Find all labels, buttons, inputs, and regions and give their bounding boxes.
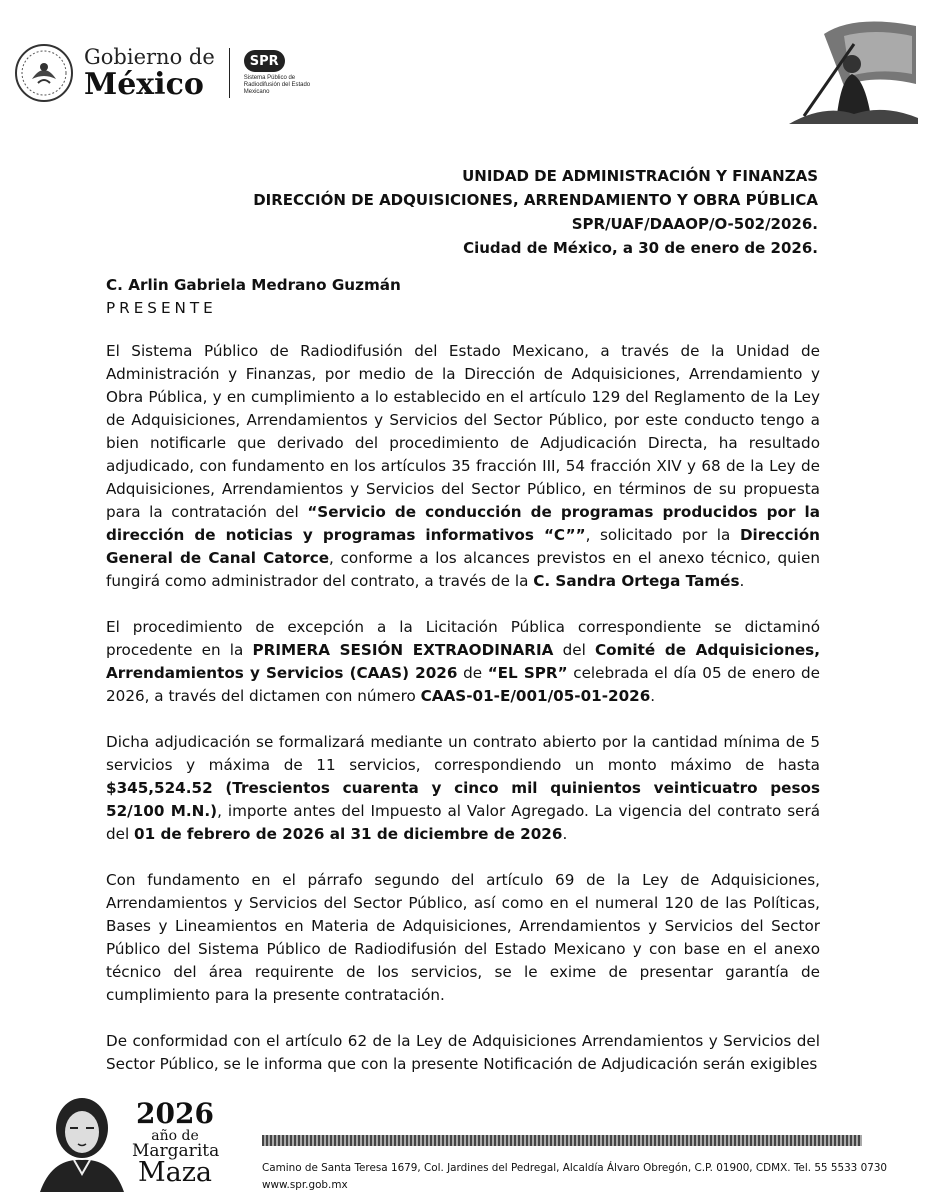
paragraph-text: . <box>739 572 745 590</box>
paragraph-amount <box>106 731 820 846</box>
paragraph-text: de <box>457 664 488 682</box>
gobierno-de-text: Gobierno de <box>84 44 215 69</box>
header-logos <box>14 38 316 108</box>
recipient-name: C. Arlin Gabriela Medrano Guzmán <box>106 276 401 294</box>
paragraph-text: , solicitado por la <box>585 526 740 544</box>
national-seal-icon <box>14 43 74 103</box>
paragraph-obligations: De conformidad con el artículo 62 de la Ley de Adquisiciones Arrendamientos y Servicios del Sector Público, se le informa que con la presente Notificación de Adjudicación serán exigibles <box>106 1032 820 1073</box>
paragraph-committee <box>106 616 820 708</box>
year-margarita: Margarita <box>132 1141 220 1161</box>
recipient-block <box>106 274 401 320</box>
logo-divider <box>229 48 230 98</box>
entity-name: “EL SPR” <box>487 664 568 682</box>
committee-name: Comité de Adquisiciones, Arrendamientos y Servicios (CAAS) 2026 <box>106 641 820 682</box>
unit-name: UNIDAD DE ADMINISTRACIÓN Y FINANZAS <box>462 167 818 185</box>
reference-block <box>253 164 818 260</box>
year-number: 2026 <box>136 1097 214 1130</box>
letter-body <box>106 340 820 1099</box>
spr-logo-mark <box>244 50 316 72</box>
heroine-flag-illustration-icon <box>784 14 920 124</box>
presente-label: PRESENTE <box>106 299 217 317</box>
footer-address: Camino de Santa Teresa 1679, Col. Jardines del Pedregal, Alcaldía Álvaro Obregón, C.P. 01900, CDMX. Tel. 55 5533 0730 <box>262 1162 888 1174</box>
service-name: “Servicio de conducción de programas producidos por la dirección de noticias y programas informativos “C”” <box>106 503 820 544</box>
session-name: PRIMERA SESIÓN EXTRAODINARIA <box>252 641 554 659</box>
requesting-area: Dirección General de Canal Catorce <box>106 526 820 567</box>
contract-amount: $345,524.52 (Trescientos cuarenta y cinco mil quinientos veinticuatro pesos 52/100 M.N.) <box>106 779 820 820</box>
paragraph-text: El procedimiento de excepción a la Licitación Pública correspondiente se dictaminó procedente en la <box>106 618 820 659</box>
paragraph-text: . <box>650 687 656 705</box>
paragraph-text: Dicha adjudicación se formalizará mediante un contrato abierto por la cantidad mínima de 5 servicios y máxima de 11 servicios, correspondiendo un monto máximo de hasta <box>106 733 820 774</box>
contract-period: 01 de febrero de 2026 al 31 de diciembre de 2026 <box>134 825 563 843</box>
spr-letters: SPR <box>244 50 285 72</box>
paragraph-text: del <box>553 641 596 659</box>
direction-name: DIRECCIÓN DE ADQUISICIONES, ARRENDAMIENTO Y OBRA PÚBLICA <box>253 191 818 209</box>
paragraph-text: . <box>562 825 568 843</box>
mexico-text: México <box>84 66 204 102</box>
paragraph-adjudication <box>106 340 820 593</box>
spr-logo <box>244 50 316 96</box>
paragraph-guarantee: Con fundamento en el párrafo segundo del artículo 69 de la Ley de Adquisiciones, Arrendamientos y Servicios del Sector Público, así como en el numeral 120 de las Políticas, Bases y Lineamientos en Materia de Adquisiciones, Arrendamientos y Servicios del Sector Público del Sistema Público de Radiodifusión del Estado Mexicano y con base en el anexo técnico del área requirente de los servicios, se le exime de presentar garantía de cumplimiento para la presente contratación. <box>106 871 820 1004</box>
margarita-maza-portrait-icon <box>34 1088 130 1192</box>
paragraph-text: , importe antes del Impuesto al Valor Agregado. La vigencia del contrato será del <box>106 802 821 843</box>
ruling-number: CAAS-01-E/001/05-01-2026 <box>420 687 651 705</box>
gobierno-logo-text <box>84 44 215 102</box>
year-emblem <box>132 1097 220 1188</box>
year-ano-de: año de <box>151 1128 199 1144</box>
footer-website[interactable]: www.spr.gob.mx <box>262 1179 348 1191</box>
footer-divider <box>262 1135 862 1146</box>
place-date: Ciudad de México, a 30 de enero de 2026. <box>463 239 818 257</box>
year-maza: Maza <box>137 1157 213 1188</box>
spr-tagline: Sistema Público de Radiodifusión del Estado Mexicano <box>243 75 311 95</box>
document-number: SPR/UAF/DAAOP/O-502/2026. <box>571 215 818 233</box>
paragraph-text: El Sistema Público de Radiodifusión del Estado Mexicano, a través de la Unidad de Administración y Finanzas, por medio de la Dirección de Adquisiciones, Arrendamiento y Obra Pública, y en cumplimiento a lo establecido en el artículo 129 del Reglamento de la Ley de Adquisiciones, Arrendamientos y Servicios del Sector Público, por este conducto tengo a bien notificarle que derivado del procedimiento de Adjudicación Directa, ha resultado adjudicado, con fundamento en los artículos 35 fracción III, 54 fracción XIV y 68 de la Ley de Adquisiciones, Arrendamientos y Servicios del Sector Público, en términos de su propuesta para la contratación del <box>106 342 820 521</box>
paragraph-text: , conforme a los alcances previstos en el anexo técnico, quien fungirá como administrador del contrato, a través de la <box>106 549 820 590</box>
footer-contact <box>262 1160 887 1194</box>
paragraph-text: celebrada el día 05 de enero de 2026, a través del dictamen con número <box>106 664 821 705</box>
contract-administrator: C. Sandra Ortega Tamés <box>533 572 740 590</box>
